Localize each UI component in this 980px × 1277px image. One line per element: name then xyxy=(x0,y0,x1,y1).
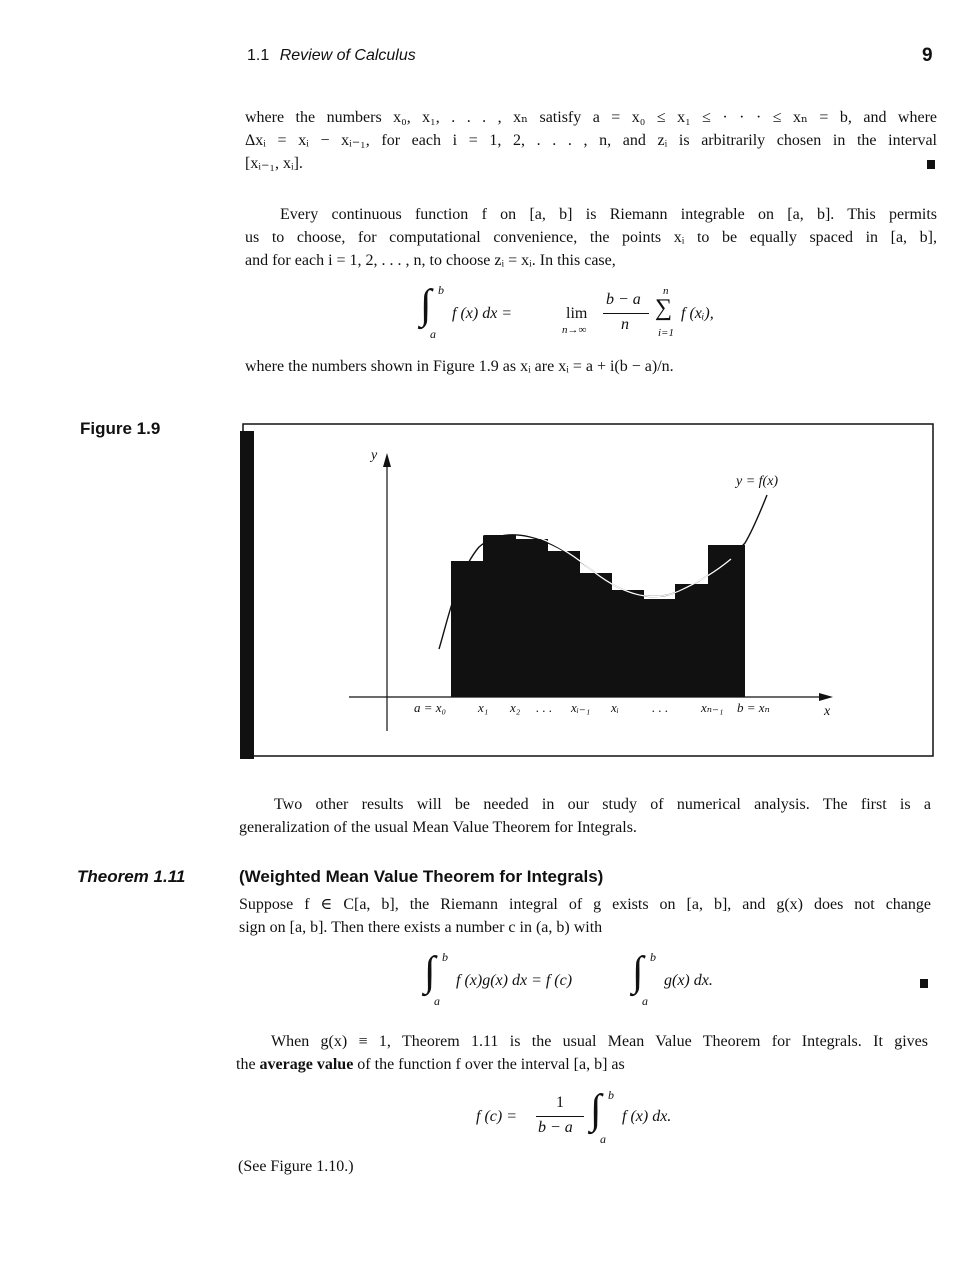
average-value-term: average value xyxy=(259,1056,354,1073)
tick-xn-minus-1: xₙ₋₁ xyxy=(701,700,724,715)
integral-lower-limit-average: a xyxy=(600,1132,606,1146)
paragraph-5-line-2-start: the xyxy=(236,1056,256,1073)
paragraph-2-line-3: and for each i = 1, 2, . . . , n, to choose zᵢ = xᵢ. In this case, xyxy=(245,252,616,269)
curve-label: y = f(x) xyxy=(736,474,779,489)
rectangle-2 xyxy=(483,535,516,697)
integral-sign-rhs: ∫ xyxy=(632,949,644,995)
fraction-bar xyxy=(603,313,649,314)
x-axis-arrow xyxy=(819,693,833,701)
sum-lower-limit: i=1 xyxy=(658,327,674,339)
theorem-line-1: Suppose f ∈ C[a, b], the Riemann integral of g exists on [a, b], and g(x) does not change xyxy=(239,896,931,913)
integral-upper-limit-lhs: b xyxy=(442,950,448,964)
equation-riemann-limit xyxy=(420,283,760,343)
integrand: f (x) dx = xyxy=(452,305,513,322)
tick-a-x0: a = x₀ xyxy=(414,700,447,715)
integral-upper-limit-rhs: b xyxy=(650,950,656,964)
rectangle-5 xyxy=(579,573,612,697)
integral-lower-limit-rhs: a xyxy=(642,994,648,1008)
integral-sign: ∫ xyxy=(420,282,432,328)
tick-x1: x₁ xyxy=(478,700,489,715)
weighted-rhs: g(x) dx. xyxy=(664,972,713,989)
rectangle-3 xyxy=(515,539,548,697)
paragraph-4 xyxy=(239,793,931,839)
paragraph-1-line-3: [xᵢ₋₁, xᵢ]. xyxy=(245,155,303,172)
integral-sign-average: ∫ xyxy=(590,1087,602,1133)
average-fraction-numerator: 1 xyxy=(556,1094,564,1111)
fraction-denominator: n xyxy=(621,316,629,333)
paragraph-4-line-2: generalization of the usual Mean Value Theorem for Integrals. xyxy=(239,819,637,836)
rectangle-1 xyxy=(451,561,484,697)
equation-average-value xyxy=(476,1087,716,1150)
paragraph-5 xyxy=(236,1030,928,1076)
paragraph-4-line-1: Two other results will be needed in our study of numerical analysis. The first is a xyxy=(274,796,931,813)
weighted-lhs: f (x)g(x) dx = f (c) xyxy=(456,972,573,989)
running-header xyxy=(247,47,416,65)
limit-operator: lim xyxy=(566,305,588,322)
limit-subscript: n→∞ xyxy=(562,324,587,336)
integral-upper-limit: b xyxy=(438,283,444,297)
paragraph-1-line-2: Δxᵢ = xᵢ − xᵢ₋₁, for each i = 1, 2, . . . , n, and zᵢ is arbitrarily chosen in the interval xyxy=(245,132,937,149)
tick-x2: x₂ xyxy=(510,700,521,715)
tick-xi: xᵢ xyxy=(611,700,619,715)
figure-label: Figure 1.9 xyxy=(80,419,161,438)
figure-left-bar xyxy=(240,431,254,759)
x-axis-label: x xyxy=(824,704,831,719)
summand: f (xᵢ), xyxy=(681,305,714,322)
paragraph-2-line-2: us to choose, for computational convenience, the points xᵢ to be equally spaced in [a, b], xyxy=(245,229,937,246)
rectangle-6 xyxy=(611,590,644,697)
average-fraction-bar xyxy=(536,1116,584,1117)
paragraph-5-line-2-end: of the function f over the interval [a, b] as xyxy=(357,1056,625,1073)
integral-sign-lhs: ∫ xyxy=(424,949,436,995)
paragraph-5-line-1: When g(x) ≡ 1, Theorem 1.11 is the usual Mean Value Theorem for Integrals. It gives xyxy=(271,1033,928,1050)
sum-upper-limit: n xyxy=(663,285,669,297)
theorem-line-2: sign on [a, b]. Then there exists a number c in (a, b) with xyxy=(239,919,603,936)
tick-b-xn: b = xₙ xyxy=(737,700,770,715)
rectangle-9 xyxy=(708,545,745,697)
paragraph-2 xyxy=(245,203,937,272)
end-of-proof-mark xyxy=(927,160,935,169)
summation-sign: ∑ xyxy=(655,295,673,321)
average-fraction-denominator: b − a xyxy=(538,1119,573,1136)
integral-upper-limit-average: b xyxy=(608,1088,614,1102)
integral-lower-limit: a xyxy=(430,327,436,341)
theorem-label: Theorem 1.11 xyxy=(77,867,186,886)
paragraph-3: where the numbers shown in Figure 1.9 as xᵢ are xᵢ = a + i(b − a)/n. xyxy=(245,358,674,375)
tick-dots-2: . . . xyxy=(652,700,669,715)
page-number: 9 xyxy=(922,45,933,66)
paragraph-2-line-1: Every continuous function f on [a, b] is Riemann integrable on [a, b]. This permits xyxy=(280,206,937,223)
fraction-numerator: b − a xyxy=(606,291,641,308)
tick-xi-minus-1: xᵢ₋₁ xyxy=(571,700,591,715)
y-axis-label: y xyxy=(371,448,378,463)
theorem-statement xyxy=(239,893,931,939)
equation-weighted-mvt xyxy=(424,950,744,1010)
approximating-rectangles xyxy=(451,535,745,697)
theorem-title: (Weighted Mean Value Theorem for Integrals) xyxy=(239,867,604,886)
rectangle-4 xyxy=(547,551,580,697)
y-axis-arrow xyxy=(383,453,391,467)
end-of-theorem-mark xyxy=(920,979,928,988)
average-integrand: f (x) dx. xyxy=(622,1108,672,1125)
integral-lower-limit-lhs: a xyxy=(434,994,440,1008)
paragraph-5-line-2 xyxy=(236,1053,928,1076)
section-number: 1.1 xyxy=(247,47,270,64)
rectangle-7 xyxy=(643,599,676,697)
paragraph-1-line-1: where the numbers x₀, x₁, . . . , xₙ satisfy a = x₀ ≤ x₁ ≤ · · · ≤ xₙ = b, and where xyxy=(245,109,937,126)
see-figure-note: (See Figure 1.10.) xyxy=(238,1158,354,1175)
section-title: Review of Calculus xyxy=(279,47,416,64)
tick-dots-1: . . . xyxy=(536,700,553,715)
rectangle-8 xyxy=(675,584,709,697)
average-lhs: f (c) = xyxy=(476,1108,517,1125)
paragraph-1 xyxy=(245,106,937,175)
